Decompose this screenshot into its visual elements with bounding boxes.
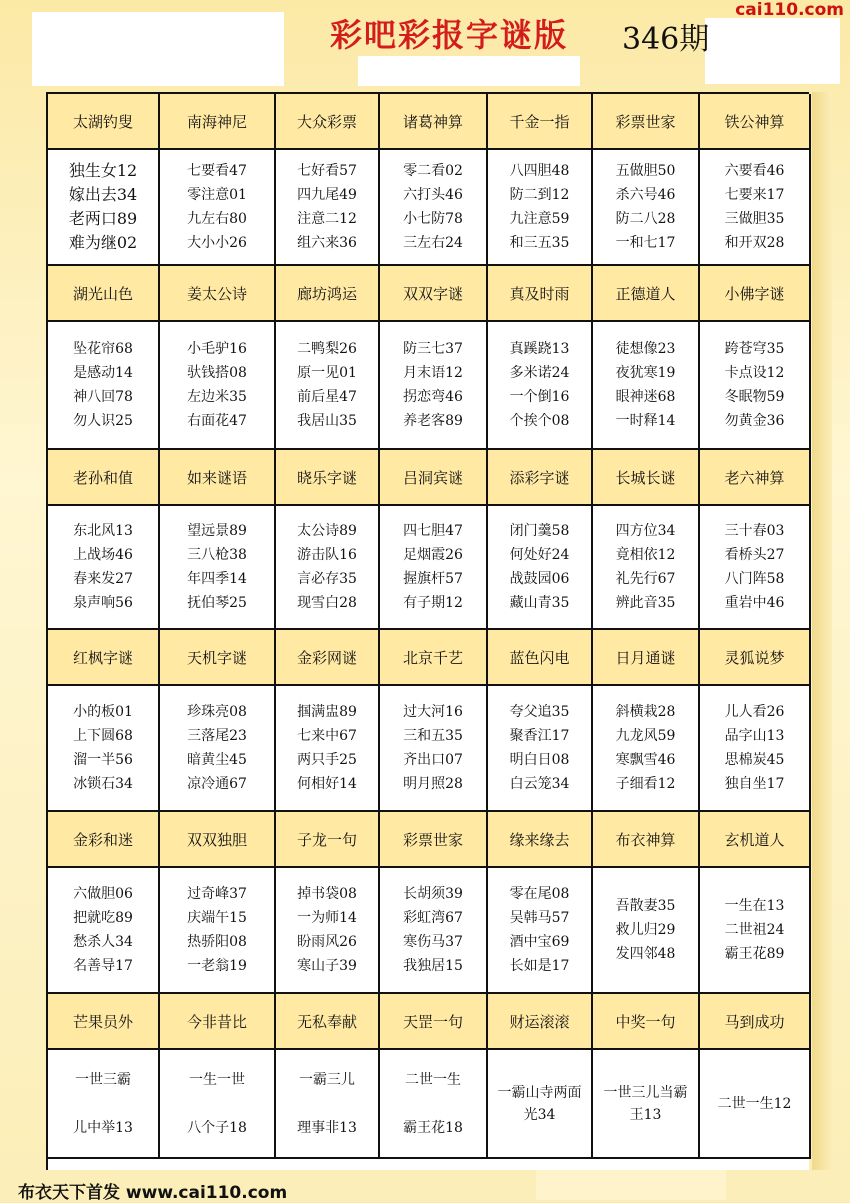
riddle-line: 老两口89 [68, 209, 138, 228]
column-header: 日月通谜 [593, 630, 700, 686]
riddle-cell [160, 150, 276, 266]
riddle-line: 抚伯琴25 [187, 595, 247, 611]
riddle-line: 防二八28 [615, 211, 676, 227]
column-header: 小佛字谜 [700, 266, 811, 322]
riddle-line: 五做胆50 [615, 163, 676, 179]
riddle-line: 寒山子39 [297, 958, 357, 974]
riddle-line: 太公诗89 [297, 523, 357, 539]
riddle-line: 神八回78 [73, 389, 133, 405]
riddle-line: 名善导17 [73, 958, 133, 974]
riddle-line: 独生女12 [68, 161, 138, 180]
column-header: 长城长谜 [593, 450, 700, 506]
column-header: 玄机道人 [700, 812, 811, 868]
riddle-line: 握旗杆57 [403, 571, 463, 587]
riddle-cell [276, 322, 380, 450]
riddle-cell [380, 150, 488, 266]
site-watermark[interactable]: cai110.com [735, 0, 844, 20]
riddle-line: 七要来17 [724, 187, 785, 203]
riddle-cell [160, 686, 276, 812]
riddle-line: 我独居15 [403, 958, 463, 974]
riddle-cell [700, 506, 811, 630]
riddle-line: 一个倒16 [509, 389, 570, 405]
riddle-line: 掉书袋08 [297, 886, 357, 902]
riddle-line: 有子期12 [403, 595, 463, 611]
riddle-cell [160, 868, 276, 994]
riddle-line: 防二到12 [509, 187, 570, 203]
column-header: 彩票世家 [380, 812, 488, 868]
riddle-line: 难为继02 [68, 233, 138, 252]
riddle-line: 聚香江17 [509, 728, 570, 744]
riddle-line: 是感动14 [73, 365, 133, 381]
column-header: 太湖钓叟 [48, 94, 160, 150]
riddle-cell [700, 686, 811, 812]
blank-area-left [32, 12, 284, 86]
riddle-line: 二世一生12 [717, 1095, 792, 1112]
column-header: 湖光山色 [48, 266, 160, 322]
column-header: 缘来缘去 [488, 812, 593, 868]
riddle-line: 独自坐17 [724, 776, 785, 792]
riddle-line: 足烟霞26 [403, 547, 463, 563]
column-header: 芒果员外 [48, 994, 160, 1050]
riddle-line: 重岩中46 [724, 595, 785, 611]
riddle-line: 勿人识25 [73, 413, 133, 429]
riddle-cell [48, 1050, 160, 1159]
column-header: 金彩和迷 [48, 812, 160, 868]
riddle-line: 辨此音35 [615, 595, 676, 611]
riddle-cell [700, 322, 811, 450]
riddle-line: 思棉炭45 [724, 752, 785, 768]
riddle-line: 齐出口07 [403, 752, 463, 768]
riddle-line: 一生在13 [724, 898, 785, 914]
riddle-line: 右面花47 [187, 413, 247, 429]
riddle-line: 子细看12 [615, 776, 676, 792]
riddle-line: 白云笼34 [509, 776, 570, 792]
riddle-line: 八个子18 [187, 1119, 247, 1136]
riddle-line: 六做胆06 [73, 886, 133, 902]
riddle-cell [380, 686, 488, 812]
column-header: 天罡一句 [380, 994, 488, 1050]
riddle-line: 上下圆68 [73, 728, 133, 744]
column-header: 姜太公诗 [160, 266, 276, 322]
riddle-line: 盼雨风26 [297, 934, 357, 950]
riddle-line: 三十春03 [724, 523, 785, 539]
column-header: 蓝色闪电 [488, 630, 593, 686]
right-border-decoration [812, 92, 832, 1170]
riddle-cell [48, 322, 160, 450]
riddle-cell [276, 1050, 380, 1159]
riddle-line: 徒想像23 [615, 341, 676, 357]
riddle-line: 长如是17 [509, 958, 570, 974]
riddle-cell [488, 1050, 593, 1159]
riddle-line: 左边米35 [187, 389, 247, 405]
riddle-line: 吾散妻35 [615, 898, 676, 914]
riddle-cell [593, 322, 700, 450]
riddle-line: 一和七17 [615, 235, 676, 251]
riddle-line: 九左右80 [187, 211, 247, 227]
column-header: 红枫字谜 [48, 630, 160, 686]
riddle-line: 冰锁石34 [73, 776, 133, 792]
riddle-line: 二鸭梨26 [297, 341, 357, 357]
riddle-line: 我居山35 [297, 413, 357, 429]
page-title: 彩吧彩报字谜版 [330, 16, 569, 54]
column-header: 正德道人 [593, 266, 700, 322]
column-header: 如来谜语 [160, 450, 276, 506]
riddle-line: 春来发27 [73, 571, 133, 587]
column-header: 北京千艺 [380, 630, 488, 686]
riddle-cell [593, 150, 700, 266]
riddle-cell [160, 506, 276, 630]
riddle-line: 发四邻48 [615, 946, 676, 962]
riddle-line: 一世三儿当霸王13 [603, 1084, 688, 1123]
riddle-line: 防三七37 [403, 341, 463, 357]
riddle-line: 三和五35 [403, 728, 463, 744]
riddle-line: 闭门羹58 [509, 523, 570, 539]
riddle-cell [160, 322, 276, 450]
riddle-cell [488, 868, 593, 994]
riddle-line: 八门阵58 [724, 571, 785, 587]
column-header: 双双独胆 [160, 812, 276, 868]
riddle-cell [380, 868, 488, 994]
riddle-line: 七好看57 [297, 163, 357, 179]
riddle-cell [593, 1050, 700, 1159]
column-header: 今非昔比 [160, 994, 276, 1050]
riddle-cell [276, 506, 380, 630]
riddle-line: 战鼓园06 [509, 571, 570, 587]
riddle-line: 长胡须39 [403, 886, 463, 902]
riddle-line: 过奇峰37 [187, 886, 247, 902]
riddle-line: 眼神迷68 [615, 389, 676, 405]
riddle-cell [380, 1050, 488, 1159]
riddle-cell [593, 868, 700, 994]
footer-text[interactable]: 布衣天下首发 www.cai110.com [18, 1183, 288, 1203]
riddle-cell [276, 868, 380, 994]
riddle-line: 大小小26 [187, 235, 247, 251]
riddle-cell [593, 506, 700, 630]
riddle-cell [276, 686, 380, 812]
blank-area-right [705, 18, 840, 84]
riddle-line: 藏山青35 [509, 595, 570, 611]
riddle-cell [380, 506, 488, 630]
column-header: 大众彩票 [276, 94, 380, 150]
riddle-line: 三做胆35 [724, 211, 785, 227]
riddle-line: 六要看46 [724, 163, 785, 179]
column-header: 老六神算 [700, 450, 811, 506]
riddle-line: 一时释14 [615, 413, 676, 429]
riddle-line: 九注意59 [509, 211, 570, 227]
riddle-line: 跨苍穹35 [724, 341, 785, 357]
riddle-line: 游击队16 [297, 547, 357, 563]
riddle-line: 一霸三儿 [299, 1071, 355, 1088]
riddle-line: 原一见01 [297, 365, 357, 381]
riddle-line: 夜犹寒19 [615, 365, 676, 381]
riddle-line: 组六来36 [297, 235, 357, 251]
riddle-line: 三左右24 [403, 235, 463, 251]
riddle-line: 驮钱搭08 [187, 365, 247, 381]
riddle-line: 霸王花18 [403, 1119, 463, 1136]
riddle-line: 现雪白28 [297, 595, 357, 611]
column-header: 晓乐字谜 [276, 450, 380, 506]
column-header: 灵狐说梦 [700, 630, 811, 686]
riddle-line: 彩虹湾67 [403, 910, 463, 926]
riddle-line: 杀六号46 [615, 187, 676, 203]
riddle-line: 东北风13 [73, 523, 133, 539]
riddle-line: 暗黄尘45 [187, 752, 247, 768]
riddle-line: 吴韩马57 [509, 910, 570, 926]
column-header: 天机字谜 [160, 630, 276, 686]
riddle-line: 一生一世 [189, 1071, 245, 1088]
riddle-line: 拐恋弯46 [403, 389, 463, 405]
riddle-line: 六打头46 [403, 187, 463, 203]
riddle-cell [488, 150, 593, 266]
riddle-line: 八四胆48 [509, 163, 570, 179]
column-header: 老孙和值 [48, 450, 160, 506]
riddle-line: 珍珠亮08 [187, 704, 247, 720]
riddle-line: 救儿归29 [615, 922, 676, 938]
column-header: 马到成功 [700, 994, 811, 1050]
riddle-line: 零在尾08 [509, 886, 570, 902]
blank-area-bottom [536, 1170, 726, 1200]
riddle-line: 两只手25 [297, 752, 357, 768]
riddle-line: 四九尾49 [297, 187, 357, 203]
riddle-cell [488, 322, 593, 450]
column-header: 铁公神算 [700, 94, 811, 150]
riddle-line: 礼先行67 [615, 571, 676, 587]
riddle-line: 九龙风59 [615, 728, 676, 744]
issue-number: 346期 [622, 22, 710, 57]
riddle-line: 竟相依12 [615, 547, 676, 563]
riddle-line: 小的板01 [73, 704, 133, 720]
column-header: 添彩字谜 [488, 450, 593, 506]
riddle-line: 寒飘雪46 [615, 752, 676, 768]
riddle-line: 斜横栽28 [615, 704, 676, 720]
riddle-cell [700, 150, 811, 266]
riddle-cell [488, 686, 593, 812]
riddle-line: 品字山13 [724, 728, 785, 744]
riddle-line: 七来中67 [297, 728, 357, 744]
column-header: 布衣神算 [593, 812, 700, 868]
riddle-line: 理事非13 [297, 1119, 357, 1136]
riddle-line: 掴满盅89 [297, 704, 357, 720]
riddle-cell [160, 1050, 276, 1159]
riddle-line: 和开双28 [724, 235, 785, 251]
riddle-line: 看桥头27 [724, 547, 785, 563]
column-header: 双双字谜 [380, 266, 488, 322]
riddle-line: 儿中举13 [73, 1119, 133, 1136]
riddle-line: 二世祖24 [724, 922, 785, 938]
riddle-line: 寒伤马37 [403, 934, 463, 950]
riddle-line: 多米诺24 [509, 365, 570, 381]
riddle-line: 坠花帘68 [73, 341, 133, 357]
column-header: 子龙一句 [276, 812, 380, 868]
riddle-cell [276, 150, 380, 266]
column-header: 真及时雨 [488, 266, 593, 322]
riddle-line: 明白日08 [509, 752, 570, 768]
riddle-line: 热骄阳08 [187, 934, 247, 950]
riddle-line: 凉冷通67 [187, 776, 247, 792]
riddle-line: 庆端午15 [187, 910, 247, 926]
riddle-line: 言必存35 [297, 571, 357, 587]
column-header: 彩票世家 [593, 94, 700, 150]
riddle-cell [48, 686, 160, 812]
riddle-cell [48, 868, 160, 994]
riddle-line: 夸父追35 [509, 704, 570, 720]
riddle-line: 把就吃89 [73, 910, 133, 926]
riddle-line: 酒中宝69 [509, 934, 570, 950]
riddle-line: 冬眠物59 [724, 389, 785, 405]
riddle-line: 养老客89 [403, 413, 463, 429]
riddle-cell [700, 868, 811, 994]
riddle-line: 小七防78 [403, 211, 463, 227]
riddle-cell [593, 686, 700, 812]
riddle-line: 零二看02 [403, 163, 463, 179]
riddle-line: 一为师14 [297, 910, 357, 926]
riddle-line: 七要看47 [187, 163, 247, 179]
riddle-line: 霸王花89 [724, 946, 785, 962]
riddle-line: 三八枪38 [187, 547, 247, 563]
riddle-line: 上战场46 [73, 547, 133, 563]
column-header: 千金一指 [488, 94, 593, 150]
column-header: 廊坊鸿运 [276, 266, 380, 322]
riddle-line: 前后星47 [297, 389, 357, 405]
riddle-line: 勿黄金36 [724, 413, 785, 429]
riddle-line: 嫁出去34 [68, 185, 138, 204]
riddle-line: 一世三霸 [75, 1071, 131, 1088]
riddle-line: 真蹊跷13 [509, 341, 570, 357]
riddle-line: 何处好24 [509, 547, 570, 563]
riddle-line: 四七胆47 [403, 523, 463, 539]
riddle-line: 月末语12 [403, 365, 463, 381]
riddle-line: 卡点设12 [724, 365, 785, 381]
riddle-line: 愁杀人34 [73, 934, 133, 950]
riddle-line: 零注意01 [187, 187, 247, 203]
riddle-line: 注意二12 [297, 211, 357, 227]
riddle-line: 溜一半56 [73, 752, 133, 768]
riddle-line: 儿人看26 [724, 704, 785, 720]
column-header: 无私奉献 [276, 994, 380, 1050]
riddle-line: 和三五35 [509, 235, 570, 251]
riddle-line: 一老翁19 [187, 958, 247, 974]
riddle-table [46, 92, 809, 1170]
riddle-line: 一霸山寺两面光34 [497, 1084, 582, 1123]
column-header: 财运滚滚 [488, 994, 593, 1050]
riddle-cell [488, 506, 593, 630]
riddle-line: 二世一生 [405, 1071, 461, 1088]
riddle-line: 三落尾23 [187, 728, 247, 744]
column-header: 吕洞宾谜 [380, 450, 488, 506]
riddle-line: 泉声响56 [73, 595, 133, 611]
riddle-cell [48, 506, 160, 630]
riddle-line: 明月照28 [403, 776, 463, 792]
riddle-line: 何相好14 [297, 776, 357, 792]
column-header: 诸葛神算 [380, 94, 488, 150]
riddle-cell [380, 322, 488, 450]
riddle-cell [48, 150, 160, 266]
column-header: 中奖一句 [593, 994, 700, 1050]
riddle-cell [700, 1050, 811, 1159]
riddle-line: 望远景89 [187, 523, 247, 539]
riddle-line: 年四季14 [187, 571, 247, 587]
riddle-line: 过大河16 [403, 704, 463, 720]
riddle-line: 个挨个08 [509, 413, 570, 429]
riddle-line: 四方位34 [615, 523, 676, 539]
column-header: 金彩网谜 [276, 630, 380, 686]
riddle-line: 小毛驴16 [187, 341, 247, 357]
column-header: 南海神尼 [160, 94, 276, 150]
blank-area-middle [358, 56, 580, 86]
